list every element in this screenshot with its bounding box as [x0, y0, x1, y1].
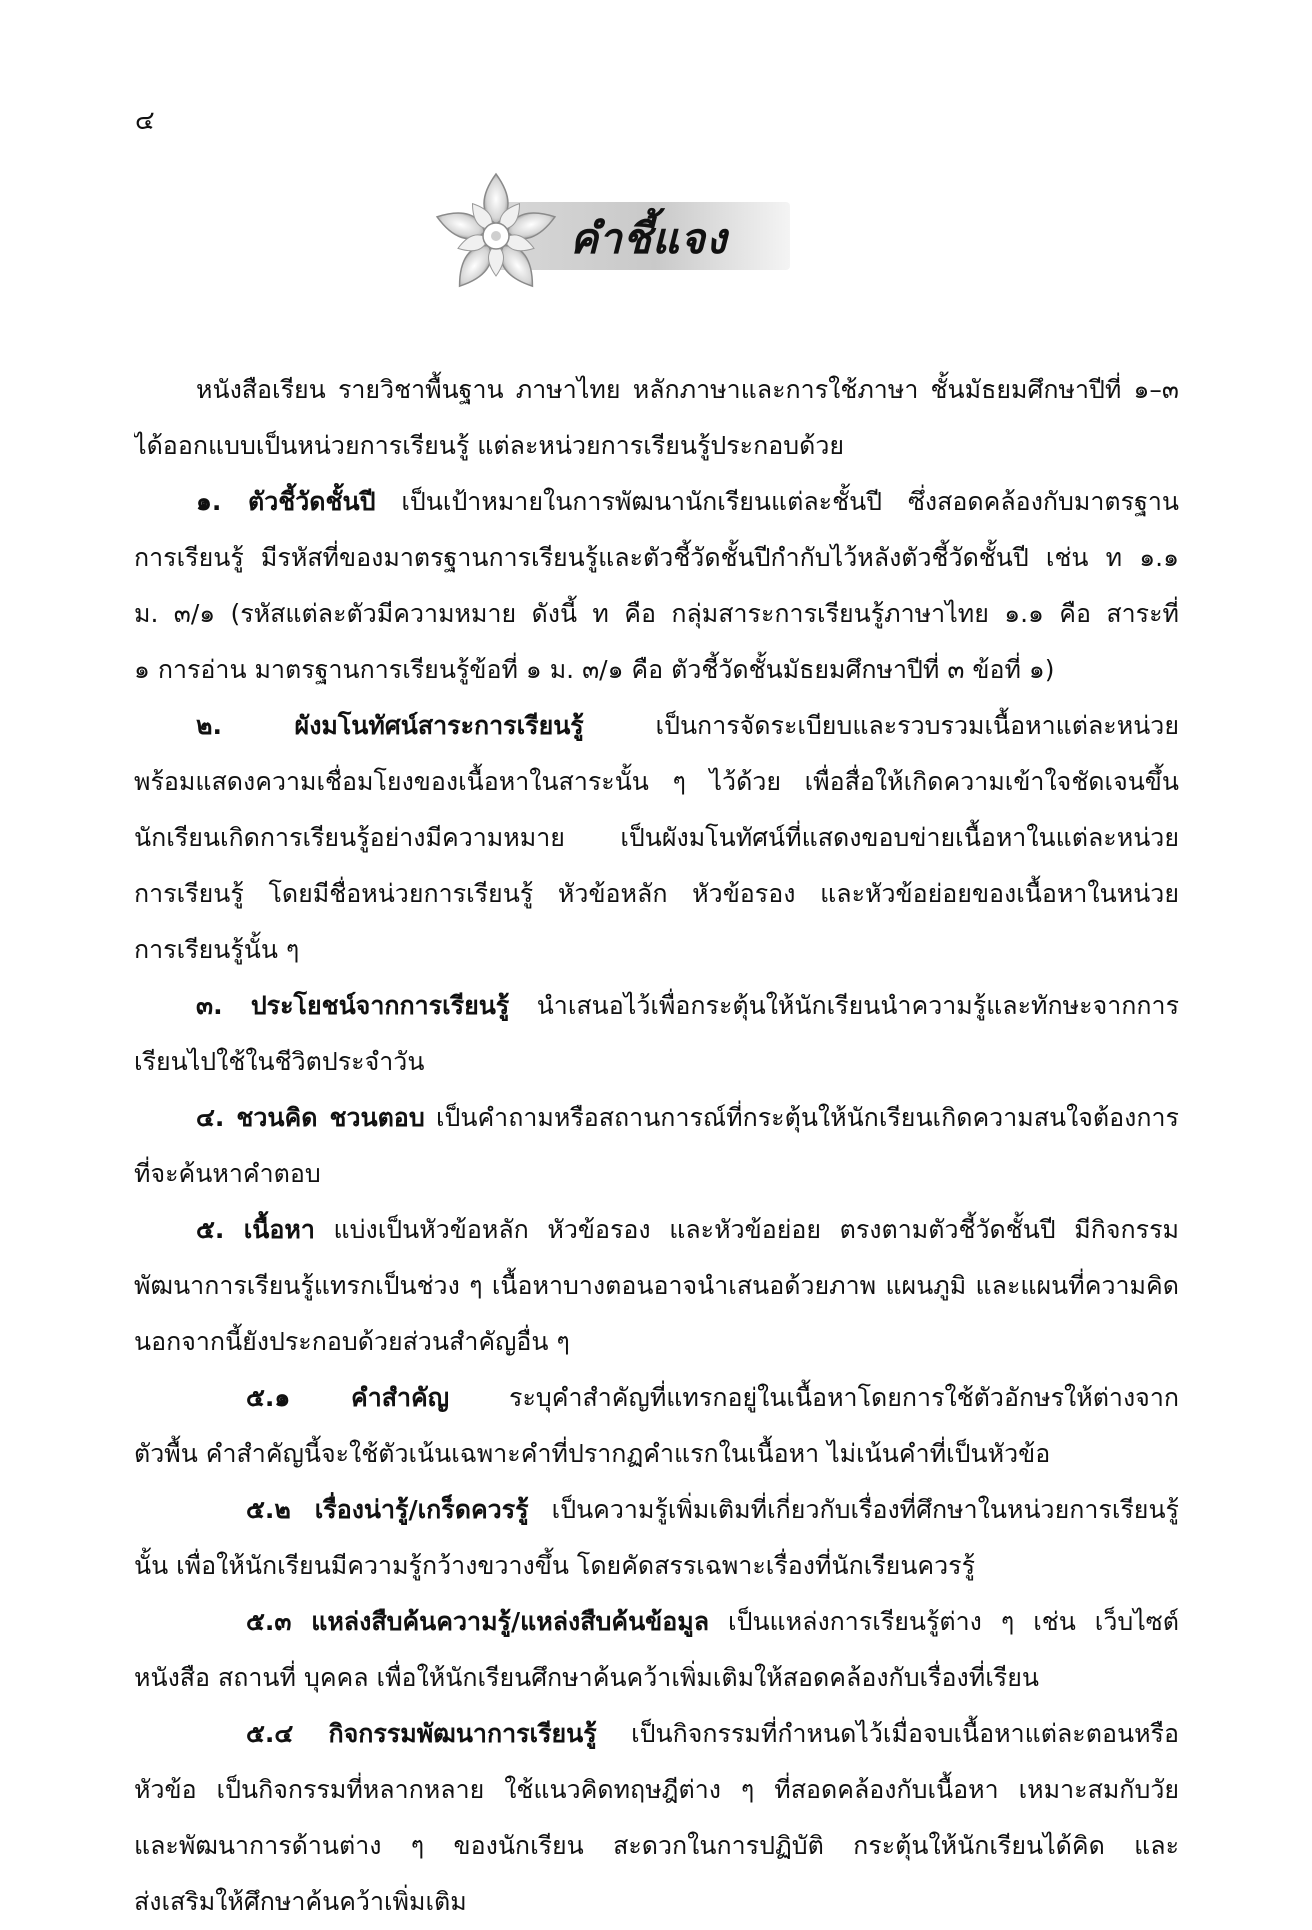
- text-line: [134, 1034, 1179, 1090]
- line-text: ๑ การอ่าน มาตรฐานการเรียนรู้ข้อที่ ๑ ม. ๓/๑ คือ ตัวชี้วัดชั้นมัธยมศึกษาปีที่ ๓ ข้อที่ ๑): [134, 655, 1055, 684]
- line-text: หนังสือเรียน รายวิชาพื้นฐาน ภาษาไทย หลักภาษาและการใช้ภาษา ชั้นมัธยมศึกษาปีที่ ๑–๓: [196, 375, 1179, 404]
- text-line: [134, 1426, 1179, 1482]
- text-line: [134, 642, 1179, 698]
- line-text: และพัฒนาการด้านต่าง ๆ ของนักเรียน สะดวกในการปฏิบัติ กระตุ้นให้นักเรียนได้คิด และ: [134, 1831, 1179, 1860]
- heading-term: ๕.๓ แหล่งสืบค้นความรู้/แหล่งสืบค้นข้อมูล: [246, 1607, 710, 1636]
- line-text: นำเสนอไว้เพื่อกระตุ้นให้นักเรียนนำความรู้และทักษะจากการ: [509, 991, 1179, 1020]
- text-line: [134, 866, 1179, 922]
- page-number: ๔: [135, 106, 155, 136]
- text-line: [134, 978, 1179, 1034]
- line-text: เป็นแหล่งการเรียนรู้ต่าง ๆ เช่น เว็บไซต์: [709, 1607, 1179, 1636]
- line-text: พัฒนาการเรียนรู้แทรกเป็นช่วง ๆ เนื้อหาบางตอนอาจนำเสนอด้วยภาพ แผนภูมิ และแผนที่ความคิด: [134, 1271, 1179, 1300]
- text-line: [134, 1370, 1179, 1426]
- text-line: [134, 922, 1179, 978]
- text-line: [134, 586, 1179, 642]
- text-line: [134, 1146, 1179, 1202]
- heading-term: ๕.๒ เรื่องน่ารู้/เกร็ดควรรู้: [246, 1495, 529, 1524]
- section-header: [430, 170, 800, 300]
- text-line: [134, 810, 1179, 866]
- line-text: นอกจากนี้ยังประกอบด้วยส่วนสำคัญอื่น ๆ: [134, 1327, 570, 1356]
- line-text: ม. ๓/๑ (รหัสแต่ละตัวมีความหมาย ดังนี้ ท คือ กลุ่มสาระการเรียนรู้ภาษาไทย ๑.๑ คือ สาระที่: [134, 599, 1179, 628]
- line-text: ตัวพื้น คำสำคัญนี้จะใช้ตัวเน้นเฉพาะคำที่ปรากฏคำแรกในเนื้อหา ไม่เน้นคำที่เป็นหัวข้อ: [134, 1439, 1051, 1468]
- text-line: [134, 1482, 1179, 1538]
- page-title: คำชี้แจง: [570, 214, 728, 263]
- line-text: แบ่งเป็นหัวข้อหลัก หัวข้อรอง และหัวข้อย่อย ตรงตามตัวชี้วัดชั้นปี มีกิจกรรม: [314, 1215, 1179, 1244]
- line-text: หัวข้อ เป็นกิจกรรมที่หลากหลาย ใช้แนวคิดทฤษฎีต่าง ๆ ที่สอดคล้องกับเนื้อหา เหมาะสมกับวัย: [134, 1775, 1179, 1804]
- line-text: เป็นคำถามหรือสถานการณ์ที่กระตุ้นให้นักเรียนเกิดความสนใจต้องการ: [424, 1103, 1179, 1132]
- line-text: การเรียนรู้ มีรหัสที่ของมาตรฐานการเรียนรู้และตัวชี้วัดชั้นปีกำกับไว้หลังตัวชี้วัดชั้นปี เช่น ท ๑.๑: [134, 543, 1179, 572]
- line-text: ส่งเสริมให้ศึกษาค้นคว้าเพิ่มเติม: [134, 1887, 467, 1916]
- text-line: [134, 754, 1179, 810]
- line-text: นั้น เพื่อให้นักเรียนมีความรู้กว้างขวางขึ้น โดยคัดสรรเฉพาะเรื่องที่นักเรียนควรรู้: [134, 1551, 976, 1580]
- text-line: [134, 1090, 1179, 1146]
- heading-term: ๕.๑ คำสำคัญ: [246, 1383, 450, 1412]
- text-line: [134, 1874, 1179, 1930]
- flower-ornament-icon: [430, 170, 562, 300]
- text-line: [134, 1258, 1179, 1314]
- heading-term: ๕.๔ กิจกรรมพัฒนาการเรียนรู้: [246, 1719, 597, 1748]
- line-text: การเรียนรู้ โดยมีชื่อหน่วยการเรียนรู้ หัวข้อหลัก หัวข้อรอง และหัวข้อย่อยของเนื้อหาในหน่วย: [134, 879, 1179, 908]
- text-line: [134, 1594, 1179, 1650]
- heading-term: ๔. ชวนคิด ชวนตอบ: [196, 1103, 425, 1132]
- body-text: [134, 362, 1179, 1930]
- text-line: [134, 1706, 1179, 1762]
- text-line: [134, 474, 1179, 530]
- line-text: เป็นเป้าหมายในการพัฒนานักเรียนแต่ละชั้นปี ซึ่งสอดคล้องกับมาตรฐาน: [375, 487, 1179, 516]
- heading-term: ๓. ประโยชน์จากการเรียนรู้: [196, 991, 510, 1020]
- line-text: ได้ออกแบบเป็นหน่วยการเรียนรู้ แต่ละหน่วยการเรียนรู้ประกอบด้วย: [134, 431, 845, 460]
- line-text: ที่จะค้นหาคำตอบ: [134, 1159, 321, 1188]
- heading-term: ๒. ผังมโนทัศน์สาระการเรียนรู้: [196, 711, 584, 740]
- heading-term: ๕. เนื้อหา: [196, 1215, 315, 1244]
- text-line: [134, 1538, 1179, 1594]
- line-text: การเรียนรู้นั้น ๆ: [134, 935, 300, 964]
- text-line: [134, 418, 1179, 474]
- text-line: [134, 1202, 1179, 1258]
- line-text: เป็นกิจกรรมที่กำหนดไว้เมื่อจบเนื้อหาแต่ละตอนหรือ: [596, 1719, 1179, 1748]
- text-line: [134, 530, 1179, 586]
- line-text: หนังสือ สถานที่ บุคคล เพื่อให้นักเรียนศึกษาค้นคว้าเพิ่มเติมให้สอดคล้องกับเรื่องที่เรียน: [134, 1663, 1039, 1692]
- line-text: ระบุคำสำคัญที่แทรกอยู่ในเนื้อหาโดยการใช้ตัวอักษรให้ต่างจาก: [449, 1383, 1179, 1412]
- line-text: นักเรียนเกิดการเรียนรู้อย่างมีความหมาย เป็นผังมโนทัศน์ที่แสดงขอบข่ายเนื้อหาในแต่ละหน่วย: [134, 823, 1179, 852]
- text-line: [134, 1650, 1179, 1706]
- text-line: [134, 1314, 1179, 1370]
- text-line: [134, 362, 1179, 418]
- text-line: [134, 698, 1179, 754]
- heading-term: ๑. ตัวชี้วัดชั้นปี: [196, 487, 376, 516]
- text-line: [134, 1818, 1179, 1874]
- text-line: [134, 1762, 1179, 1818]
- line-text: พร้อมแสดงความเชื่อมโยงของเนื้อหาในสาระนั้น ๆ ไว้ด้วย เพื่อสื่อให้เกิดความเข้าใจชัดเจนขึ้น: [134, 767, 1179, 796]
- line-text: เรียนไปใช้ในชีวิตประจำวัน: [134, 1047, 425, 1076]
- line-text: เป็นความรู้เพิ่มเติมที่เกี่ยวกับเรื่องที่ศึกษาในหน่วยการเรียนรู้: [528, 1495, 1179, 1524]
- line-text: เป็นการจัดระเบียบและรวบรวมเนื้อหาแต่ละหน่วย: [583, 711, 1179, 740]
